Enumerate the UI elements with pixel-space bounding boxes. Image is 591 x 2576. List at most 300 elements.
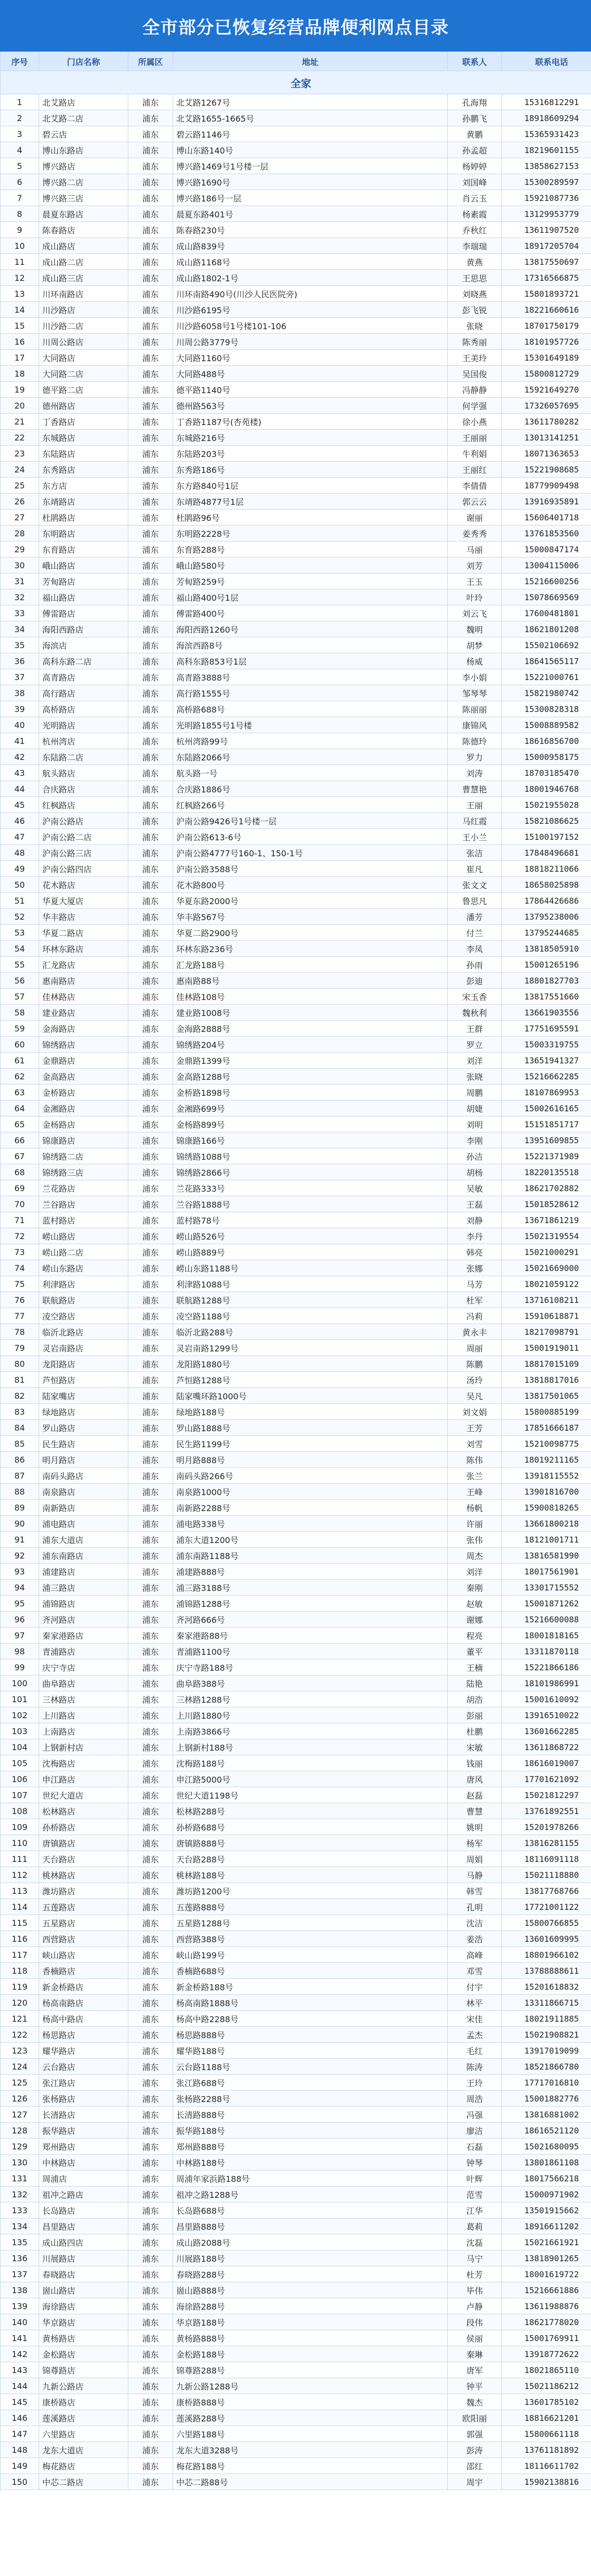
- table-row: [1, 1883, 591, 1899]
- table-row: [1, 1308, 591, 1324]
- row-contact: 姜秀秀: [448, 526, 502, 541]
- row-contact: 乔秋红: [448, 222, 502, 238]
- table-row: [1, 2394, 591, 2410]
- row-phone: 15801893721: [502, 286, 591, 302]
- row-index: 56: [1, 973, 39, 989]
- row-district: 浦东: [128, 1053, 173, 1069]
- row-contact: 潘芳: [448, 909, 502, 925]
- row-phone: 18217098791: [502, 1324, 591, 1340]
- table-row: [1, 621, 591, 637]
- row-phone: 15021186212: [502, 2378, 591, 2394]
- table-row: [1, 2410, 591, 2426]
- row-address: 祖冲之路1288号: [173, 2187, 448, 2202]
- row-address: 成山路2088号: [173, 2234, 448, 2250]
- row-contact: 冯莉: [448, 1308, 502, 1324]
- row-phone: 13761181892: [502, 2442, 591, 2458]
- table-row: [1, 446, 591, 462]
- row-store: 成山路四店: [39, 2234, 128, 2250]
- table-row: [1, 126, 591, 142]
- row-address: 孙桥路688号: [173, 1819, 448, 1835]
- table-row: [1, 845, 591, 861]
- row-contact: 魏秋利: [448, 1005, 502, 1021]
- row-district: 浦东: [128, 1675, 173, 1691]
- row-address: 兰谷路1888号: [173, 1196, 448, 1212]
- row-index: 8: [1, 206, 39, 222]
- row-index: 103: [1, 1723, 39, 1739]
- row-district: 浦东: [128, 1021, 173, 1037]
- row-index: 88: [1, 1484, 39, 1500]
- row-index: 113: [1, 1883, 39, 1899]
- row-district: 浦东: [128, 2043, 173, 2059]
- row-index: 78: [1, 1324, 39, 1340]
- row-index: 92: [1, 1548, 39, 1564]
- row-contact: 孙鹏飞: [448, 110, 502, 126]
- table-row: [1, 110, 591, 126]
- row-phone: 13716108211: [502, 1292, 591, 1308]
- row-address: 东明路2228号: [173, 526, 448, 541]
- row-district: 浦东: [128, 190, 173, 206]
- row-phone: 18779909498: [502, 478, 591, 494]
- row-address: 周浦年家浜路188号: [173, 2171, 448, 2187]
- row-address: 芦恒路1288号: [173, 1372, 448, 1388]
- table-row: [1, 1276, 591, 1292]
- row-store: 香楠路店: [39, 1963, 128, 1979]
- row-address: 临沂北路288号: [173, 1324, 448, 1340]
- row-district: 浦东: [128, 1356, 173, 1372]
- row-address: 上川路1880号: [173, 1707, 448, 1723]
- row-address: 振华路188号: [173, 2123, 448, 2139]
- row-phone: 13129953779: [502, 206, 591, 222]
- row-store: 庆宁寺店: [39, 1659, 128, 1675]
- row-contact: 周鹏: [448, 1084, 502, 1100]
- table-row: [1, 717, 591, 733]
- table-row: [1, 589, 591, 605]
- row-index: 106: [1, 1771, 39, 1787]
- row-address: 成山路1168号: [173, 254, 448, 270]
- row-index: 57: [1, 989, 39, 1005]
- row-address: 川环南路490号(川沙人民医院旁): [173, 286, 448, 302]
- row-phone: 18621801208: [502, 621, 591, 637]
- row-address: 金湘路699号: [173, 1100, 448, 1116]
- row-district: 浦东: [128, 286, 173, 302]
- row-contact: 崔凡: [448, 861, 502, 877]
- row-index: 64: [1, 1100, 39, 1116]
- row-phone: 13311870118: [502, 1643, 591, 1659]
- row-address: 东陆路2066号: [173, 749, 448, 765]
- row-district: 浦东: [128, 1037, 173, 1053]
- row-address: 合庆路1886号: [173, 781, 448, 797]
- row-phone: 18001946768: [502, 781, 591, 797]
- row-contact: 付兰: [448, 925, 502, 941]
- row-address: 傅雷路400号: [173, 605, 448, 621]
- row-address: 北艾路1655-1665号: [173, 110, 448, 126]
- row-phone: 15316812291: [502, 94, 591, 110]
- row-phone: 15216600088: [502, 1612, 591, 1628]
- table-row: [1, 1372, 591, 1388]
- row-address: 桃林路188号: [173, 1867, 448, 1883]
- row-district: 浦东: [128, 1931, 173, 1947]
- row-phone: 18121001711: [502, 1532, 591, 1548]
- row-index: 55: [1, 957, 39, 973]
- row-phone: 15216600256: [502, 573, 591, 589]
- row-contact: 许丽: [448, 1516, 502, 1532]
- row-contact: 周娟: [448, 1851, 502, 1867]
- table-row: [1, 1548, 591, 1564]
- row-store: 光明路店: [39, 717, 128, 733]
- table-row: [1, 2059, 591, 2075]
- row-index: 104: [1, 1739, 39, 1755]
- row-phone: 15003319755: [502, 1037, 591, 1053]
- table-row: [1, 142, 591, 158]
- row-address: 云台路1188号: [173, 2059, 448, 2075]
- row-district: 浦东: [128, 2314, 173, 2330]
- row-contact: 吴国俊: [448, 366, 502, 382]
- row-address: 崂山路526号: [173, 1228, 448, 1244]
- row-index: 3: [1, 126, 39, 142]
- row-phone: 13801861108: [502, 2155, 591, 2171]
- table-row: [1, 2282, 591, 2298]
- row-store: 建业路店: [39, 1005, 128, 1021]
- row-phone: 15900818265: [502, 1500, 591, 1516]
- row-store: 大同路店: [39, 350, 128, 366]
- row-address: 川周公路3779号: [173, 334, 448, 350]
- table-row: [1, 1596, 591, 1612]
- row-store: 金鼎路店: [39, 1053, 128, 1069]
- row-address: 杨高南路1888号: [173, 1995, 448, 2011]
- row-contact: 刘国峰: [448, 174, 502, 190]
- table-row: [1, 2314, 591, 2330]
- table-row: [1, 270, 591, 286]
- row-index: 139: [1, 2298, 39, 2314]
- row-contact: 冯静静: [448, 382, 502, 398]
- table-row: [1, 366, 591, 382]
- row-district: 浦东: [128, 2155, 173, 2171]
- row-store: 浦三路店: [39, 1580, 128, 1596]
- column-header-contact: 联系人: [448, 52, 502, 71]
- row-phone: 15021812297: [502, 1787, 591, 1803]
- table-row: [1, 1212, 591, 1228]
- row-store: 明月路店: [39, 1452, 128, 1468]
- row-contact: 马丽: [448, 541, 502, 557]
- row-index: 91: [1, 1532, 39, 1548]
- table-row: [1, 2011, 591, 2027]
- row-phone: 15021669000: [502, 1260, 591, 1276]
- row-district: 浦东: [128, 1691, 173, 1707]
- row-index: 15: [1, 318, 39, 334]
- row-store: 汇龙路店: [39, 957, 128, 973]
- row-contact: 杨婷婷: [448, 158, 502, 174]
- row-phone: 18116091118: [502, 1851, 591, 1867]
- table-row: [1, 2266, 591, 2282]
- row-phone: 13817768766: [502, 1883, 591, 1899]
- row-district: 浦东: [128, 605, 173, 621]
- row-index: 54: [1, 941, 39, 957]
- row-district: 浦东: [128, 206, 173, 222]
- row-district: 浦东: [128, 861, 173, 877]
- row-district: 浦东: [128, 174, 173, 190]
- row-address: 碧云路1146号: [173, 126, 448, 142]
- row-phone: 15002616165: [502, 1100, 591, 1116]
- row-store: 沪南公路店: [39, 813, 128, 829]
- row-index: 30: [1, 557, 39, 573]
- row-phone: 17751695591: [502, 1021, 591, 1037]
- row-contact: 张文文: [448, 877, 502, 893]
- row-address: 峨山路580号: [173, 557, 448, 573]
- row-store: 海徐路店: [39, 2298, 128, 2314]
- row-address: 天台路288号: [173, 1851, 448, 1867]
- row-store: 上川路店: [39, 1707, 128, 1723]
- row-address: 蓝村路78号: [173, 1212, 448, 1228]
- row-store: 华夏大厦店: [39, 893, 128, 909]
- row-contact: 陈鹏: [448, 1356, 502, 1372]
- row-store: 东陆路二店: [39, 749, 128, 765]
- row-store: 锦尊路店: [39, 2362, 128, 2378]
- row-phone: 15221000761: [502, 669, 591, 685]
- row-index: 120: [1, 1995, 39, 2011]
- row-contact: 杨帆: [448, 1500, 502, 1516]
- row-address: 花木路800号: [173, 877, 448, 893]
- row-store: 康桥路店: [39, 2394, 128, 2410]
- row-store: 兰谷路店: [39, 1196, 128, 1212]
- row-index: 149: [1, 2458, 39, 2474]
- row-address: 新金桥路188号: [173, 1979, 448, 1995]
- table-row: [1, 174, 591, 190]
- row-store: 金海路店: [39, 1021, 128, 1037]
- row-contact: 张伟: [448, 1532, 502, 1548]
- row-store: 陈春路店: [39, 222, 128, 238]
- row-index: 74: [1, 1260, 39, 1276]
- row-address: 陆家嘴环路1000号: [173, 1388, 448, 1404]
- row-index: 71: [1, 1212, 39, 1228]
- row-contact: 何学强: [448, 398, 502, 414]
- row-district: 浦东: [128, 1005, 173, 1021]
- table-row: [1, 957, 591, 973]
- row-contact: 周宇: [448, 2474, 502, 2490]
- row-index: 19: [1, 382, 39, 398]
- row-phone: 15365931423: [502, 126, 591, 142]
- row-district: 浦东: [128, 2234, 173, 2250]
- row-phone: 18021059122: [502, 1276, 591, 1292]
- row-district: 浦东: [128, 1883, 173, 1899]
- table-row: [1, 1803, 591, 1819]
- row-index: 94: [1, 1580, 39, 1596]
- table-row: [1, 1755, 591, 1771]
- row-address: 张江路688号: [173, 2075, 448, 2091]
- row-district: 浦东: [128, 1468, 173, 1484]
- row-store: 崂山路店: [39, 1228, 128, 1244]
- table-row: [1, 318, 591, 334]
- row-address: 潍坊路1200号: [173, 1883, 448, 1899]
- row-store: 锦绣路二店: [39, 1148, 128, 1164]
- row-phone: 15001871262: [502, 1596, 591, 1612]
- row-store: 三林路店: [39, 1691, 128, 1707]
- table-row: [1, 2123, 591, 2139]
- row-address: 大同路488号: [173, 366, 448, 382]
- table-row: [1, 861, 591, 877]
- row-contact: 陆艳: [448, 1675, 502, 1691]
- table-row: [1, 1915, 591, 1931]
- row-store: 航头路店: [39, 765, 128, 781]
- row-contact: 马芳: [448, 1276, 502, 1292]
- row-address: 金杨路899号: [173, 1116, 448, 1132]
- row-index: 93: [1, 1564, 39, 1580]
- row-address: 东方路840号1层: [173, 478, 448, 494]
- row-index: 130: [1, 2155, 39, 2171]
- row-district: 浦东: [128, 318, 173, 334]
- table-row: [1, 462, 591, 478]
- row-store: 莲溪路店: [39, 2410, 128, 2426]
- row-address: 惠南路88号: [173, 973, 448, 989]
- table-row: [1, 1037, 591, 1053]
- table-row: [1, 2155, 591, 2171]
- row-contact: 张洁: [448, 845, 502, 861]
- row-address: 昌里路888号: [173, 2218, 448, 2234]
- row-contact: 黄永丰: [448, 1324, 502, 1340]
- row-address: 杨思路888号: [173, 2027, 448, 2043]
- row-phone: 15800812729: [502, 366, 591, 382]
- row-phone: 15910618871: [502, 1308, 591, 1324]
- table-row: [1, 1021, 591, 1037]
- row-district: 浦东: [128, 701, 173, 717]
- row-index: 107: [1, 1787, 39, 1803]
- row-district: 浦东: [128, 765, 173, 781]
- row-phone: 15301649189: [502, 350, 591, 366]
- row-store: 环林东路店: [39, 941, 128, 957]
- row-store: 海滨店: [39, 637, 128, 653]
- row-phone: 18071363653: [502, 446, 591, 462]
- row-store: 川沙路二店: [39, 318, 128, 334]
- row-district: 浦东: [128, 2059, 173, 2075]
- row-store: 昌里路店: [39, 2218, 128, 2234]
- row-address: 三林路1288号: [173, 1691, 448, 1707]
- row-phone: 18916611202: [502, 2218, 591, 2234]
- row-district: 浦东: [128, 2330, 173, 2346]
- row-address: 上南路3866号: [173, 1723, 448, 1739]
- row-district: 浦东: [128, 1148, 173, 1164]
- row-store: 丁香路店: [39, 414, 128, 430]
- table-row: [1, 973, 591, 989]
- row-contact: 秦刚: [448, 1580, 502, 1596]
- table-row: [1, 1659, 591, 1675]
- row-contact: 杨军: [448, 1835, 502, 1851]
- row-district: 浦东: [128, 414, 173, 430]
- row-store: 惠南路店: [39, 973, 128, 989]
- row-store: 东靖路店: [39, 494, 128, 510]
- row-phone: 13301715552: [502, 1580, 591, 1596]
- row-store: 海阳西路店: [39, 621, 128, 637]
- row-address: 博兴路1690号: [173, 174, 448, 190]
- row-district: 浦东: [128, 1212, 173, 1228]
- row-store: 花木路店: [39, 877, 128, 893]
- row-district: 浦东: [128, 893, 173, 909]
- row-address: 峡山路199号: [173, 1947, 448, 1963]
- table-row: [1, 1404, 591, 1420]
- row-contact: 唐风: [448, 1771, 502, 1787]
- row-address: 松林路288号: [173, 1803, 448, 1819]
- row-phone: 15021319554: [502, 1228, 591, 1244]
- row-district: 浦东: [128, 1340, 173, 1356]
- row-index: 114: [1, 1899, 39, 1915]
- row-phone: 18221660616: [502, 302, 591, 318]
- row-phone: 13601609995: [502, 1931, 591, 1947]
- row-index: 79: [1, 1340, 39, 1356]
- table-row: [1, 669, 591, 685]
- row-contact: 周杰: [448, 1548, 502, 1564]
- row-store: 合庆路店: [39, 781, 128, 797]
- row-store: 沪南公路四店: [39, 861, 128, 877]
- row-contact: 秦琳: [448, 2346, 502, 2362]
- row-store: 灵岩南路店: [39, 1340, 128, 1356]
- table-row: [1, 941, 591, 957]
- row-address: 川沙路6195号: [173, 302, 448, 318]
- row-contact: 王峰: [448, 1484, 502, 1500]
- row-index: 95: [1, 1596, 39, 1612]
- row-contact: 侯丽: [448, 2330, 502, 2346]
- row-phone: 13601662285: [502, 1723, 591, 1739]
- row-phone: 18101986991: [502, 1675, 591, 1691]
- row-index: 76: [1, 1292, 39, 1308]
- table-row: [1, 1564, 591, 1580]
- row-store: 高青路店: [39, 669, 128, 685]
- row-district: 浦东: [128, 2282, 173, 2298]
- table-row: [1, 2075, 591, 2091]
- row-district: 浦东: [128, 254, 173, 270]
- row-address: 成山路1802-1号: [173, 270, 448, 286]
- row-index: 136: [1, 2250, 39, 2266]
- table-row: [1, 1643, 591, 1659]
- row-contact: 钱丽: [448, 1755, 502, 1771]
- table-row: [1, 573, 591, 589]
- row-store: 祖冲之路店: [39, 2187, 128, 2202]
- row-phone: 15000847174: [502, 541, 591, 557]
- row-index: 124: [1, 2059, 39, 2075]
- row-contact: 李瑞瑞: [448, 238, 502, 254]
- row-contact: 王美玲: [448, 350, 502, 366]
- row-address: 浦东南路1188号: [173, 1548, 448, 1564]
- row-store: 芳甸路店: [39, 573, 128, 589]
- row-phone: 18001619722: [502, 2266, 591, 2282]
- row-store: 博兴路二店: [39, 174, 128, 190]
- row-index: 145: [1, 2394, 39, 2410]
- row-index: 43: [1, 765, 39, 781]
- row-address: 九新公路1288号: [173, 2378, 448, 2394]
- row-contact: 胡婕: [448, 1100, 502, 1116]
- row-store: 世纪大道店: [39, 1787, 128, 1803]
- row-phone: 15001769911: [502, 2330, 591, 2346]
- table-row: [1, 1867, 591, 1883]
- row-phone: 15001610092: [502, 1691, 591, 1707]
- row-phone: 15021000291: [502, 1244, 591, 1260]
- row-store: 杨思路店: [39, 2027, 128, 2043]
- row-address: 民生路1199号: [173, 1436, 448, 1452]
- row-district: 浦东: [128, 637, 173, 653]
- row-index: 24: [1, 462, 39, 478]
- row-address: 光明路1855号1号楼: [173, 717, 448, 733]
- row-address: 德平路1140号: [173, 382, 448, 398]
- row-store: 崮山路店: [39, 2282, 128, 2298]
- row-store: 南新路店: [39, 1500, 128, 1516]
- section-title: 全家: [1, 71, 591, 94]
- row-contact: 石磊: [448, 2139, 502, 2155]
- table-row: [1, 781, 591, 797]
- row-index: 131: [1, 2171, 39, 2187]
- row-contact: 沈洁: [448, 1915, 502, 1931]
- table-row: [1, 2234, 591, 2250]
- row-contact: 程亮: [448, 1628, 502, 1643]
- row-store: 金松路店: [39, 2346, 128, 2362]
- row-phone: 15018528612: [502, 1196, 591, 1212]
- row-index: 105: [1, 1755, 39, 1771]
